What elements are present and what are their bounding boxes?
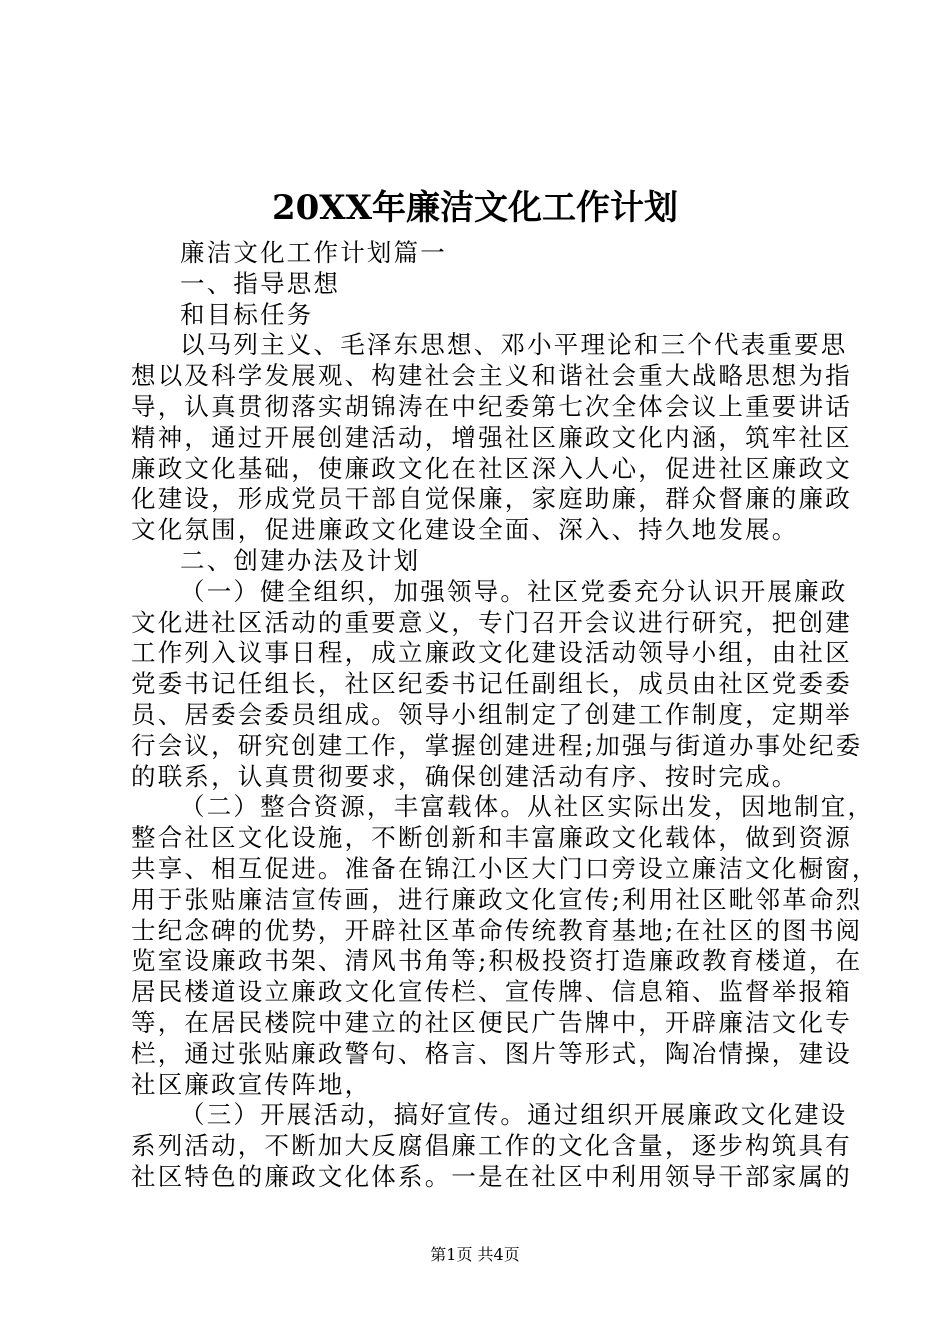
- paragraph-line: 用于张贴廉洁宣传画，进行廉政文化宣传;利用社区毗邻革命烈: [131, 884, 863, 914]
- section-heading: 廉洁文化工作计划篇一: [180, 238, 447, 267]
- paragraph-line: 廉政文化基础，使廉政文化在社区深入人心，促进社区廉政文: [131, 453, 852, 483]
- paragraph-line: （一）健全组织，加强领导。社区党委充分认识开展廉政: [180, 576, 848, 606]
- paragraph-line: 居民楼道设立廉政文化宣传栏、宣传牌、信息箱、监督举报箱: [131, 977, 852, 1007]
- paragraph-line: 栏，通过张贴廉政警句、格言、图片等形式，陶冶情操，建设: [131, 1038, 852, 1068]
- paragraph-line: 导，认真贯彻落实胡锦涛在中纪委第七次全体会议上重要讲话: [131, 391, 852, 421]
- paragraph-line: 社区廉政宣传阵地，: [131, 1069, 372, 1099]
- paragraph-line: 共享、相互促进。准备在锦江小区大门口旁设立廉洁文化橱窗，: [131, 853, 879, 883]
- subsection-heading: 一、指导思想: [180, 268, 341, 298]
- paragraph-line: 社区特色的廉政文化体系。一是在社区中利用领导干部家属的: [131, 1161, 852, 1191]
- subsection-heading-cont: 和目标任务: [180, 299, 314, 329]
- paragraph-line: 士纪念碑的优势，开辟社区革命传统教育基地;在社区的图书阅: [131, 915, 863, 945]
- page-footer: 第1页 共4页: [430, 1245, 520, 1264]
- paragraph-line: 行会议，研究创建工作，掌握创建进程;加强与街道办事处纪委: [131, 730, 863, 760]
- paragraph-line: 文化进社区活动的重要意义，专门召开会议进行研究，把创建: [131, 607, 852, 637]
- page-title: 20XX年廉洁文化工作计划: [271, 188, 679, 228]
- paragraph-line: 览室设廉政书架、清风书角等;积极投资打造廉政教育楼道，在: [131, 946, 863, 976]
- paragraph-line: （三）开展活动，搞好宣传。通过组织开展廉政文化建设: [180, 1100, 848, 1130]
- paragraph-line: （二）整合资源，丰富载体。从社区实际出发，因地制宜，: [180, 792, 875, 822]
- paragraph-line: 想以及科学发展观、构建社会主义和谐社会重大战略思想为指: [131, 361, 852, 391]
- paragraph-line: 精神，通过开展创建活动，增强社区廉政文化内涵，筑牢社区: [131, 422, 852, 452]
- paragraph-line: 整合社区文化设施，不断创新和丰富廉政文化载体，做到资源: [131, 823, 852, 853]
- paragraph-line: 系列活动，不断加大反腐倡廉工作的文化含量，逐步构筑具有: [131, 1131, 852, 1161]
- paragraph-line: 党委书记任组长，社区纪委书记任副组长，成员由社区党委委: [131, 669, 852, 699]
- subsection-heading: 二、创建办法及计划: [180, 545, 421, 575]
- paragraph-line: 员、居委会委员组成。领导小组制定了创建工作制度，定期举: [131, 699, 852, 729]
- paragraph-line: 等，在居民楼院中建立的社区便民广告牌中，开辟廉洁文化专: [131, 1007, 852, 1037]
- paragraph-line: 的联系，认真贯彻要求，确保创建活动有序、按时完成。: [131, 761, 799, 791]
- paragraph-line: 以马列主义、毛泽东思想、邓小平理论和三个代表重要思: [180, 330, 848, 360]
- paragraph-line: 文化氛围，促进廉政文化建设全面、深入、持久地发展。: [131, 515, 799, 545]
- paragraph-line: 工作列入议事日程，成立廉政文化建设活动领导小组，由社区: [131, 638, 852, 668]
- paragraph-line: 化建设，形成党员干部自觉保廉，家庭助廉，群众督廉的廉政: [131, 484, 852, 514]
- document-body: [131, 238, 879, 1193]
